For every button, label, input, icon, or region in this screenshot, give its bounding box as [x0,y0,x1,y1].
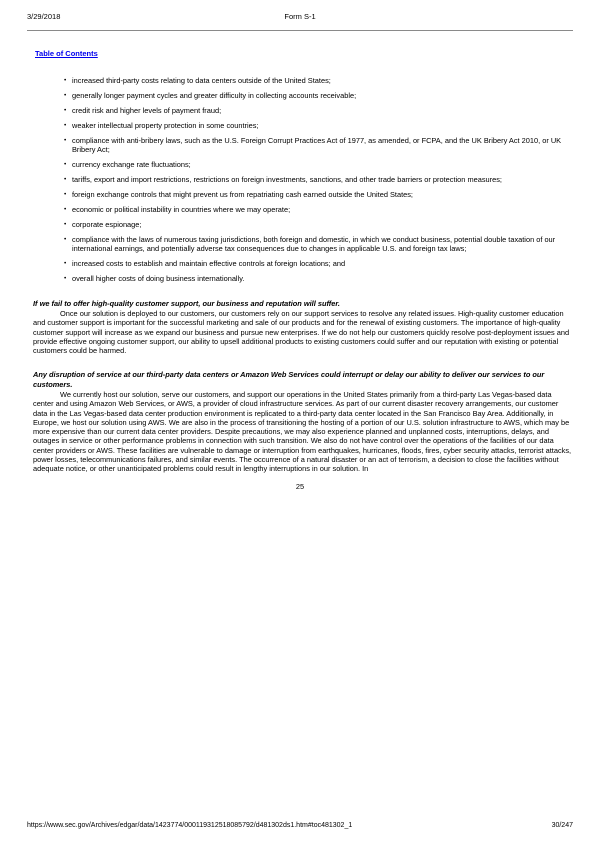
bullet-text: overall higher costs of doing business internationally. [72,274,245,284]
list-item [27,76,573,85]
list-item [27,205,573,214]
list-item [27,235,573,253]
bullet-icon [64,190,72,199]
bullet-text: credit risk and higher levels of payment fraud; [72,106,222,115]
bullet-icon [64,220,72,229]
bullet-text: generally longer payment cycles and greater difficulty in collecting accounts receivable; [72,91,357,100]
list-item [27,106,573,115]
list-item [27,160,573,169]
bullet-text: weaker intellectual property protection in some countries; [72,121,259,130]
risk-heading: If we fail to offer high-quality customer support, our business and reputation will suffer. [33,298,340,308]
list-item [27,259,573,268]
risk-paragraph: We currently host our solution, serve our customers, and support our operations in the United States primarily from a third-party Las Vegas-based data center and using Amazon Web Services, or AWS, a provider of cloud infrastructure services. As part of our current disaster recovery arrangements, our customer data in the Las Vegas-based data center production environment is replicated to a third-party data center located in the San Francisco Bay Area. Additionally, in Europe, we host our solution using AWS. We are also in the process of transitioning the hosting of a portion of our U.S. solution infrastructure to AWS, which may be more expensive than our current data center providers. Despite precautions, we may also experience planned and unplanned costs, interruptions, delays, and outages in service or other performance problems in connection with such transition. We also do not have control over the operations of the facilities of our data center providers or AWS. These facilities are vulnerable to damage or interruption from earthquakes, hurricanes, floods, fires, cyber security attacks, terrorist attacks, power losses, telecommunications failures, and similar events. The occurrence of a natural disaster or an act of terrorism, a decision to close the facilities without adequate notice, or other unanticipated problems could result in lengthy interruptions in our solution. In [33,389,572,474]
risk-section [33,370,573,473]
table-of-contents-link[interactable]: Table of Contents [35,49,98,58]
bullet-icon [64,160,72,169]
footer-page-indicator: 30/247 [551,822,573,829]
risk-section [33,299,573,356]
list-item [27,121,573,130]
footer-url: https://www.sec.gov/Archives/edgar/data/1423774/000119312518085792/d481302ds1.htm#toc481302_1 [27,822,353,829]
bullet-text: economic or political instability in countries where we may operate; [72,205,291,215]
bullet-text: tariffs, export and import restrictions, restrictions on foreign investments, sanctions, and other trade barriers or protection measures; [72,175,502,185]
form-title: Form S-1 [284,12,316,21]
bullet-text: corporate espionage; [72,220,142,230]
bullet-icon [64,106,72,115]
list-item [27,190,573,199]
list-item [27,274,573,283]
print-date: 3/29/2018 [27,12,61,21]
bullet-icon [64,121,72,130]
bullet-icon [64,175,72,184]
bullet-icon [64,136,72,154]
bullet-icon [64,274,72,283]
bullet-icon [64,205,72,214]
bullet-icon [64,259,72,268]
list-item [27,175,573,184]
bullet-icon [64,76,72,85]
list-item [27,220,573,229]
bullet-text: increased costs to establish and maintain effective controls at foreign locations; and [72,259,346,269]
bullet-text: increased third-party costs relating to data centers outside of the United States; [72,76,331,85]
print-header [27,12,573,21]
list-item [27,136,573,154]
bullet-text: foreign exchange controls that might prevent us from repatriating cash earned outside the United States; [72,190,413,200]
risk-bullet-list [27,76,573,284]
bullet-icon [64,91,72,100]
bullet-text: currency exchange rate fluctuations; [72,160,191,170]
bullet-text: compliance with the laws of numerous taxing jurisdictions, both foreign and domestic, in which we conduct business, potential double taxation of our international earnings, and potentially adverse tax consequences due to changes in applicable U.S. and foreign tax laws; [72,235,556,254]
bullet-icon [64,235,72,253]
risk-paragraph: Once our solution is deployed to our customers, our customers rely on our support services to resolve any related issues. High-quality customer education and customer support is important for the successful marketing and sale of our products and for the renewal of existing customers. The importance of high-quality customer support will increase as we expand our business and pursue new enterprises. If we do not help our customers quickly resolve post-deployment issues and provide effective ongoing customer support, our ability to upsell additional products to existing customers could suffer and our reputation with existing or potential customers could be harmed. [33,308,570,356]
bullet-text: compliance with anti-bribery laws, such as the U.S. Foreign Corrupt Practices Act of 1977, as amended, or FCPA, and the UK Bribery Act 2010, or UK Bribery Act; [72,136,562,155]
list-item [27,91,573,100]
print-footer [27,821,573,830]
page-number: 25 [295,481,305,491]
risk-heading: Any disruption of service at our third-party data centers or Amazon Web Services could interrupt or delay our ability to deliver our services to our customers. [33,370,545,389]
toc-link-row [35,43,573,61]
header-divider [27,30,573,31]
